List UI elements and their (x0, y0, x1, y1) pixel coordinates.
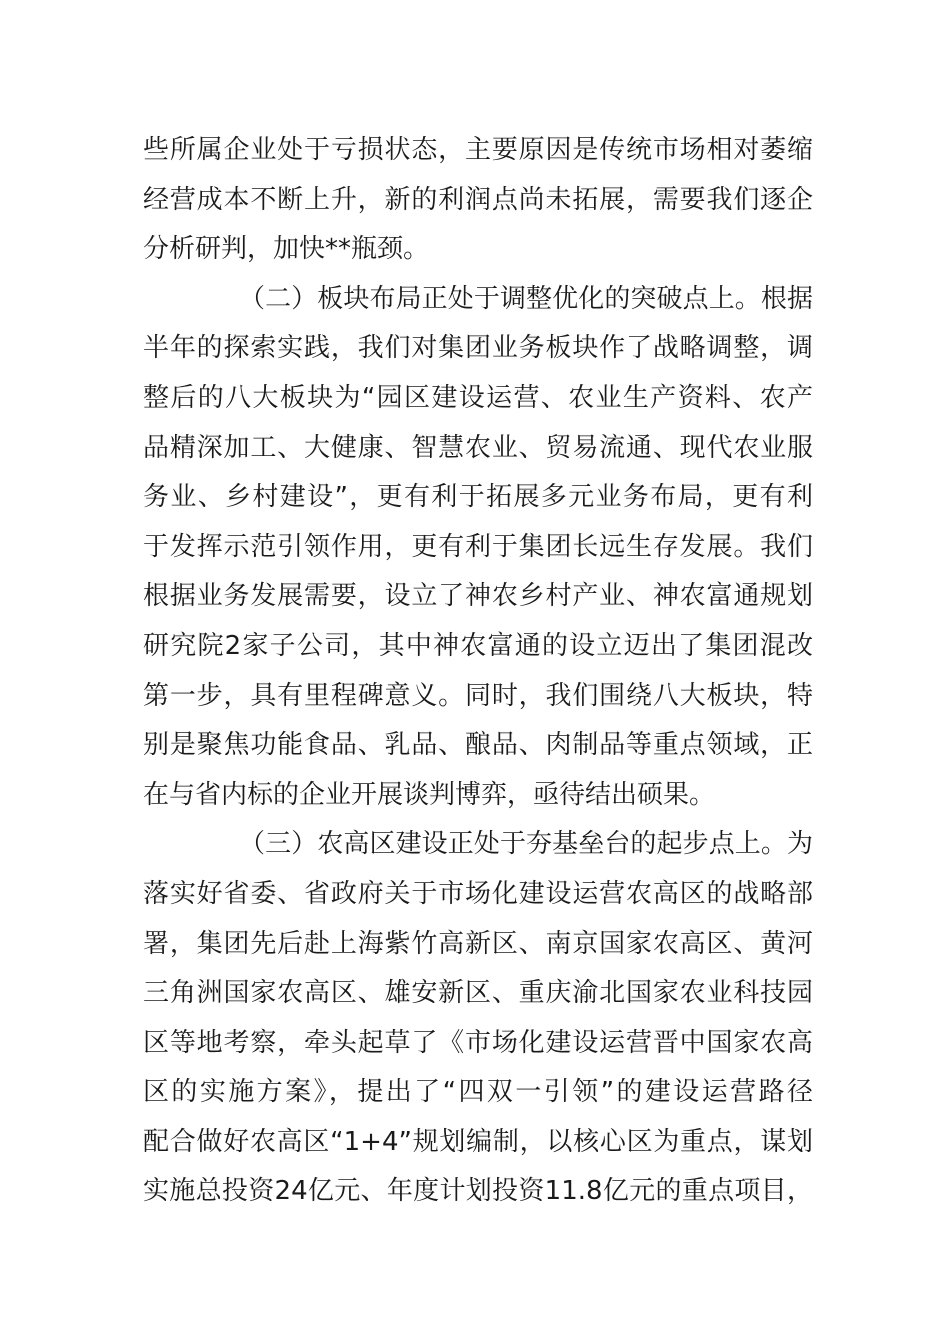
text-line-6: 整后的八大板块为“园区建设运营、农业生产资料、农产 (143, 382, 813, 413)
text-line-17: 署，集团先后赴上海紫竹高新区、南京国家农高区、黄河 (143, 928, 813, 959)
text-line-9: 于发挥示范引领作用，更有利于集团长远生存发展。我们 (143, 531, 813, 562)
text-line-13: 别是聚焦功能食品、乳品、酿品、肉制品等重点领域，正 (143, 730, 813, 761)
text-line-19: 区等地考察，牵头起草了《市场化建设运营晋中国家农高 (143, 1027, 813, 1058)
text-line-14: 在与省内标的企业开展谈判博弈，亟待结出硕果。 (143, 779, 716, 810)
text-line-3: 分析研判，加快**瓶颈。 (143, 234, 430, 265)
text-line-18: 三角洲国家农高区、雄安新区、重庆渝北国家农业科技园 (143, 978, 813, 1009)
text-line-21: 配合做好农高区“1+4”规划编制，以核心区为重点，谋划 (143, 1126, 813, 1157)
text-line-8: 务业、乡村建设”，更有利于拓展多元业务布局，更有利 (143, 482, 813, 513)
text-line-2: 经营成本不断上升，新的利润点尚未拓展，需要我们逐企 (143, 184, 813, 215)
text-line-5: 半年的探索实践，我们对集团业务板块作了战略调整，调 (143, 333, 813, 364)
text-line-16: 落实好省委、省政府关于市场化建设运营农高区的战略部 (143, 878, 813, 909)
text-line-10: 根据业务发展需要，设立了神农乡村产业、神农富通规划 (143, 581, 813, 612)
text-line-20: 区的实施方案》，提出了“四双一引领”的建设运营路径 (143, 1077, 813, 1108)
section-heading-2: （二）板块布局正处于调整优化的突破点上。根据 (239, 283, 813, 314)
text-line-22: 实施总投资24亿元、年度计划投资11.8亿元的重点项目， (143, 1176, 813, 1207)
text-line-1: 些所属企业处于亏损状态，主要原因是传统市场相对萎缩 (143, 135, 813, 165)
section-heading-3: （三）农高区建设正处于夯基垒台的起步点上。为 (239, 829, 813, 860)
text-line-12: 第一步，具有里程碑意义。同时，我们围绕八大板块，特 (143, 680, 813, 711)
text-line-7: 品精深加工、大健康、智慧农业、贸易流通、现代农业服 (143, 432, 813, 463)
text-line-11: 研究院2家子公司，其中神农富通的设立迈出了集团混改 (143, 630, 813, 661)
body-text (143, 126, 813, 1217)
